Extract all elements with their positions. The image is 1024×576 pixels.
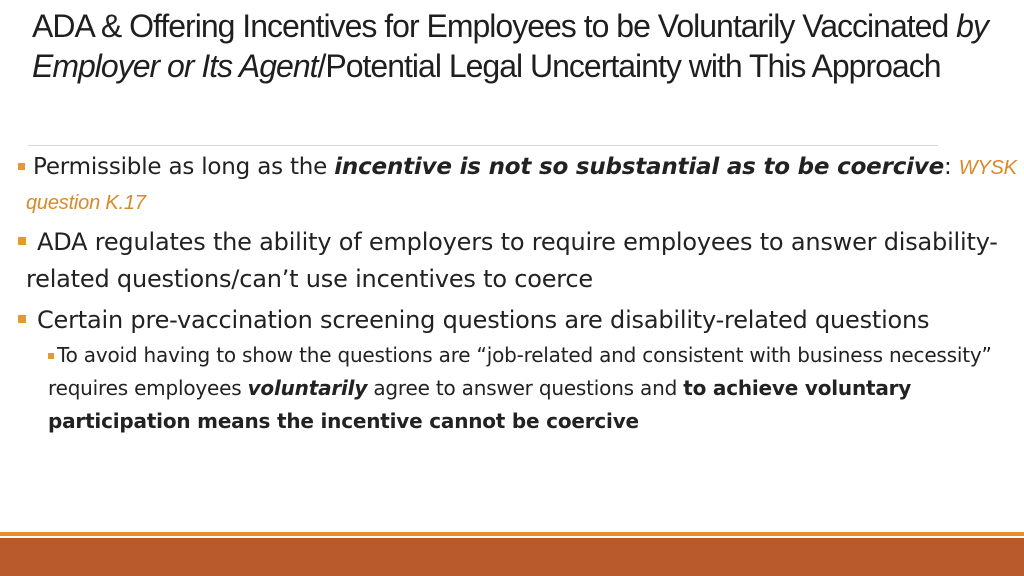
footer-band [0, 538, 1024, 576]
bullet-ada-regulates [18, 224, 1022, 298]
square-bullet-icon [18, 315, 26, 323]
square-bullet-icon [48, 353, 54, 359]
title-part1: ADA & Offering Incentives for Employees to be Voluntarily Vaccinated [32, 8, 957, 44]
bullet-permissible-emphasis: incentive is not so substantial as to be coercive [334, 154, 945, 180]
sub-bullet-voluntarily: voluntarily [247, 376, 368, 400]
title-divider [28, 145, 938, 146]
square-bullet-icon [18, 163, 25, 170]
bullet-pre-vaccination-text: Certain pre-vaccination screening questions are disability-related questions [37, 306, 930, 334]
square-bullet-icon [18, 237, 26, 245]
bullet-ada-regulates-text: ADA regulates the ability of employers to require employees to answer disability-related questions/can’t use incentives to coerce [26, 228, 998, 293]
wysk-reference: WYSK question K.17 [26, 157, 1017, 214]
slide-body [18, 150, 1022, 438]
sub-bullet-text1: To avoid having to show the questions are “job-related and consistent with business necessity” requires employees [48, 343, 992, 400]
title-italic-part: by Employer or Its Agent [32, 8, 988, 84]
title-part3: /Potential Legal Uncertainty with This Approach [317, 48, 941, 84]
bullet-permissible-colon: : [944, 154, 959, 180]
sub-bullet-avoid [44, 339, 1022, 438]
footer-accent-line [0, 532, 1024, 536]
slide-title [32, 6, 992, 86]
bullet-permissible [18, 150, 1022, 220]
sub-bullet-text2: agree to answer questions and [367, 376, 684, 400]
bullet-pre-vaccination [18, 302, 1022, 339]
bullet-permissible-text1: Permissible as long as the [33, 154, 335, 180]
sub-bullet-bold: to achieve voluntary participation means the incentive cannot be coercive [48, 376, 912, 433]
